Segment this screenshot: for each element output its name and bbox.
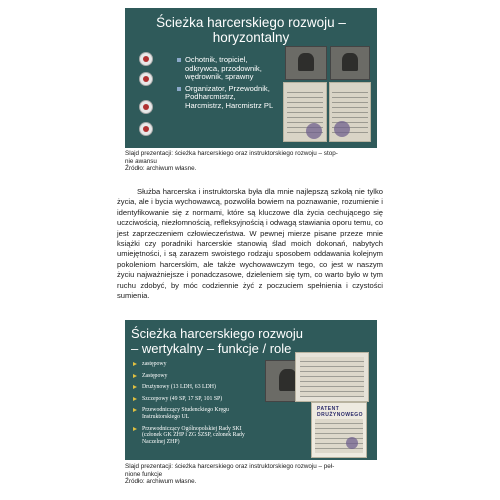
rank-list xyxy=(177,56,275,114)
list-item: Przewodniczący Studenckiego Kręgu Instruktorskiego UL xyxy=(133,407,251,420)
scout-badge-icon xyxy=(139,100,153,114)
slide-caption xyxy=(125,463,377,486)
list-item: Przewodniczący Ogólnopolskiej Rady SKI (członek GK ZHP i ZG SZSP, członek Rady Naczelnej ZHP) xyxy=(133,426,251,446)
slide-horizontal-path xyxy=(125,8,377,148)
list-item: Ochotnik, tropiciel, odkrywca, przodownik, wędrownik, sprawny xyxy=(177,56,275,82)
caption-source: Źródło: archiwum własne. xyxy=(125,165,197,173)
document-image xyxy=(295,352,369,402)
slide-caption xyxy=(125,150,377,173)
caption-text: Slajd prezentacji: ścieżka harcerskiego oraz instruktorskiego rozwoju – peł- xyxy=(125,463,335,470)
slide-title: Ścieżka harcerskiego rozwoju – horyzontalny xyxy=(156,15,346,45)
list-item: Organizator, Przewodnik, Podharcmistrz, Harcmistrz, Harcmistrz PL xyxy=(177,85,275,111)
certificate-label: PATENT DRUŻYNOWEGO xyxy=(317,406,364,418)
slide-title: Ścieżka harcerskiego rozwoju – wertykalny – funkcje / role xyxy=(131,326,303,356)
list-item: zastępowy xyxy=(133,361,251,368)
list-item: Zastępowy xyxy=(133,373,251,380)
document-image xyxy=(283,82,327,142)
scout-photo xyxy=(285,46,327,80)
slide-vertical-path xyxy=(125,320,377,460)
document-image xyxy=(329,82,371,142)
scout-badge-icon xyxy=(139,72,153,86)
caption-text: nione funkcje xyxy=(125,470,163,478)
list-item: Szczepowy (49 SP, 17 SP, 101 SP) xyxy=(133,396,251,403)
scout-photo xyxy=(330,46,370,80)
list-item: Drużynowy (13 LDH, 63 LDH) xyxy=(133,384,251,391)
body-paragraph: Służba harcerska i instruktorska była dla mnie najlepszą szkołą nie tylko życia, ale i bycia wychowawcą, pozwoliła bowiem na poznawanie, rozumienie i identyfikowanie się z normami, które są kluczowe dla życia cechującego się uczciwością, niezłomnością, refleksyjnością i odwagą stawiania oporu temu, co jest zaprzeczeniem człowieczeństwa. W pewnej mierze pisane przeze mnie książki czy poradniki harcerskie stanowią ślad moich dokonań, nabytych umiejętności, i są zarazem swoistego rodzaju sposobem oddawania kolejnym pokoleniom harcerskim, ale także wychowawczym tego, co jest w naszym życiu najważniejsze i ponadczasowe, dzieleniem się tym, co warto było w tym ruchu zdobyć, by móc codziennie żyć z poczuciem spełnienia i czystości sumienia. xyxy=(117,187,383,301)
scout-badge-icon xyxy=(139,52,153,66)
caption-text: nie awansu xyxy=(125,157,157,165)
caption-source: Źródło: archiwum własne. xyxy=(125,478,197,486)
scout-badge-icon xyxy=(139,122,153,136)
function-list xyxy=(133,361,251,450)
caption-text: Slajd prezentacji: ścieżka harcerskiego oraz instruktorskiego rozwoju – stop- xyxy=(125,150,338,157)
